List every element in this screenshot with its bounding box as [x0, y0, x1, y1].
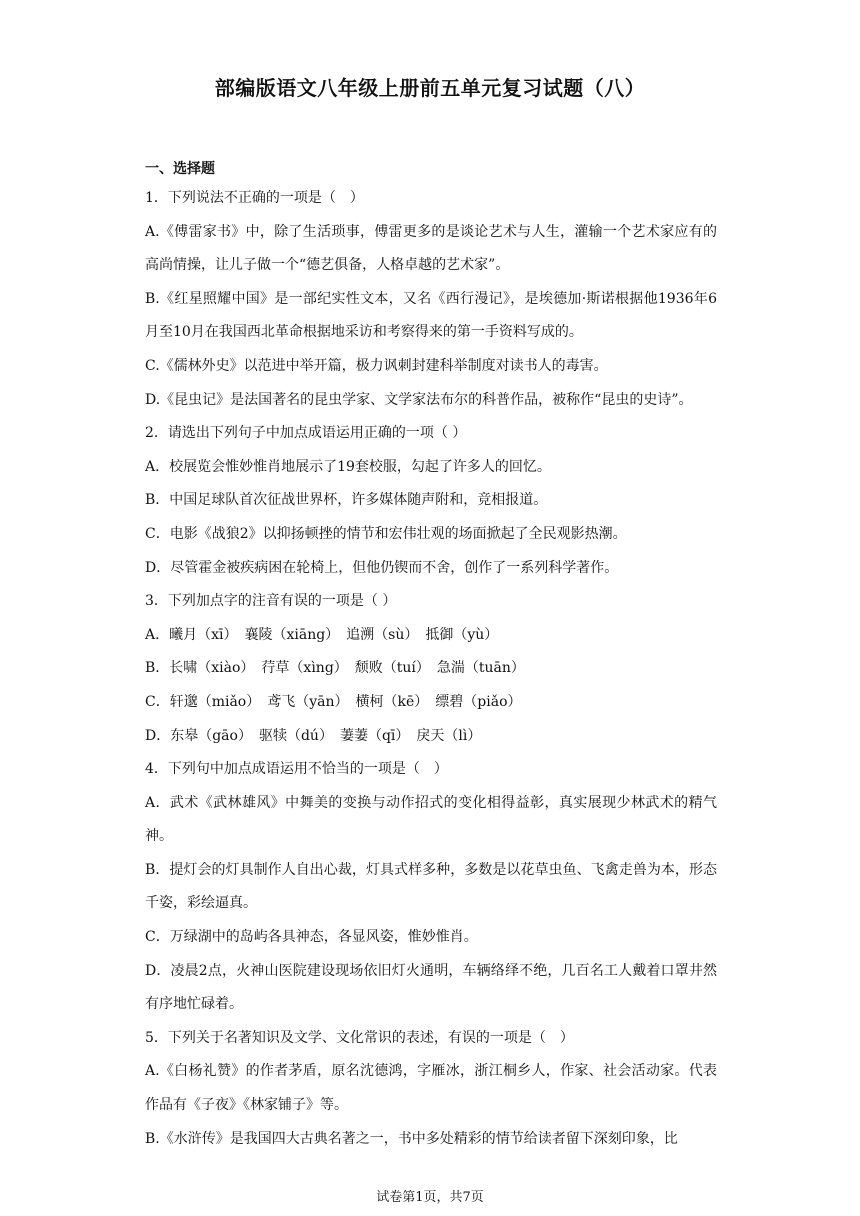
section-heading: 一、选择题 [145, 161, 215, 177]
question-stem: 2．请选出下列句子中加点成语运用正确的一项（ ） [145, 425, 467, 442]
answer-option: C．轩邈（miǎo） 鸢飞（yān） 横柯（kē） 缥碧（piǎo） [145, 693, 522, 710]
answer-option: D．尽管霍金被疾病困在轮椅上，但他仍锲而不舍，创作了一系列科学著作。 [145, 559, 619, 576]
question-stem: 4．下列句中加点成语运用不恰当的一项是（ ） [145, 761, 448, 778]
question-stem: 1．下列说法不正确的一项是（ ） [145, 190, 364, 206]
page-title: 部编版语文八年级上册前五单元复习试题（八） [214, 76, 646, 100]
answer-option: C．电影《战狼2》以抑扬顿挫的情节和宏伟壮观的场面掀起了全民观影热潮。 [145, 525, 627, 542]
answer-option: C.《儒林外史》以范进中举开篇，极力讽刺封建科举制度对读书人的毒害。 [145, 357, 608, 374]
question-list [145, 182, 717, 1156]
answer-option: D．东皋（gāo） 驱犊（dú） 萋萋（qī） 戾天（lì） [145, 727, 482, 744]
page-footer: 试卷第1页，共7页 [376, 1190, 484, 1205]
question-stem: 5．下列关于名著知识及文学、文化常识的表述，有误的一项是（ ） [145, 1029, 574, 1046]
answer-option: C．万绿湖中的岛屿各具神态，各显风姿，惟妙惟肖。 [145, 929, 478, 946]
answer-option: B．中国足球队首次征战世界杯，许多媒体随声附和，竞相报道。 [145, 492, 548, 509]
question-stem: 3．下列加点字的注音有误的一项是（ ） [145, 593, 397, 610]
answer-option: D.《昆虫记》是法国著名的昆虫学家、文学家法布尔的科普作品，被称作“昆虫的史诗”。 [145, 391, 693, 408]
answer-option: B.《水浒传》是我国四大古典名著之一，书中多处精彩的情节给读者留下深刻印象，比 [145, 1130, 678, 1147]
answer-option: A．校展览会惟妙惟肖地展示了19套校服，勾起了许多人的回忆。 [145, 458, 551, 475]
answer-option: B．提灯会的灯具制作人自出心裁，灯具式样多种，多数是以花草虫鱼、飞禽走兽为本，形态千姿，彩绘逼真。 [145, 861, 717, 912]
answer-option: D．凌晨2点，火神山医院建设现场依旧灯火通明，车辆络绎不绝，几百名工人戴着口罩井然有序地忙碌着。 [145, 962, 717, 1013]
answer-option: A．曦月（xī） 襄陵（xiāng） 追溯（sù） 抵御（yù） [145, 626, 499, 643]
answer-option: B.《红星照耀中国》是一部纪实性文本，又名《西行漫记》，是埃德加·斯诺根据他1936年6月至10月在我国西北革命根据地采访和考察得来的第一手资料写成的。 [145, 290, 717, 341]
answer-option: A.《傅雷家书》中，除了生活琐事，傅雷更多的是谈论艺术与人生，灌输一个艺术家应有的高尚情操，让儿子做一个“德艺俱备，人格卓越的艺术家”。 [145, 223, 717, 274]
answer-option: A.《白杨礼赞》的作者茅盾，原名沈德鸿，字雁冰，浙江桐乡人，作家、社会活动家。代表作品有《子夜》《林家铺子》等。 [145, 1063, 717, 1114]
answer-option: A．武术《武林雄风》中舞美的变换与动作招式的变化相得益彰，真实展现少林武术的精气神。 [145, 794, 717, 845]
answer-option: B．长啸（xiào） 荇草（xìng） 颓败（tuí） 急湍（tuān） [145, 660, 525, 677]
